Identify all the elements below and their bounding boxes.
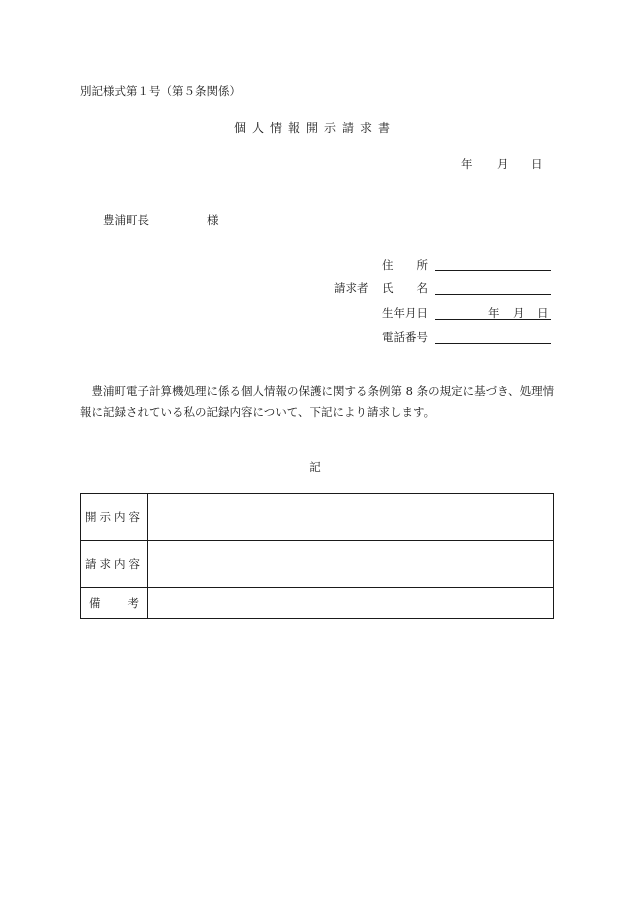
request-content-field[interactable] bbox=[148, 541, 554, 588]
name-field[interactable] bbox=[435, 294, 551, 295]
form-reference: 別記様式第１号（第５条関係） bbox=[80, 84, 241, 98]
date-month: 月 bbox=[497, 157, 509, 171]
name-label: 氏 名 bbox=[382, 281, 428, 295]
address-label: 住 所 bbox=[382, 258, 428, 272]
remarks-label bbox=[81, 588, 148, 619]
birth-day: 日 bbox=[537, 306, 549, 320]
disclosure-content-label: 開示内容 bbox=[81, 494, 148, 541]
table-row bbox=[81, 541, 554, 588]
phone-label: 電話番号 bbox=[382, 330, 428, 344]
birthdate-field[interactable] bbox=[435, 319, 551, 320]
birth-year: 年 bbox=[488, 306, 500, 320]
date-year: 年 bbox=[461, 157, 473, 171]
document-title: 個人情報開示請求書 bbox=[233, 121, 396, 135]
phone-field[interactable] bbox=[435, 343, 551, 344]
requester-label: 請求者 bbox=[334, 281, 369, 295]
address-field[interactable] bbox=[435, 270, 551, 271]
addressee-honorific: 様 bbox=[207, 213, 219, 227]
request-detail-table bbox=[80, 493, 554, 619]
remarks-label-a: 備 bbox=[89, 596, 101, 610]
remarks-field[interactable] bbox=[148, 588, 554, 619]
ki-heading: 記 bbox=[309, 460, 321, 474]
disclosure-content-field[interactable] bbox=[148, 494, 554, 541]
request-statement: 豊浦町電子計算機処理に係る個人情報の保護に関する条例第 8 条の規定に基づき、処理情報に記録されている私の記録内容について、下記により請求します。 bbox=[80, 384, 555, 419]
request-content-label: 請求内容 bbox=[81, 541, 148, 588]
birth-month: 月 bbox=[513, 306, 525, 320]
table-row bbox=[81, 588, 554, 619]
remarks-label-b: 考 bbox=[127, 596, 139, 610]
table-row bbox=[81, 494, 554, 541]
birthdate-label: 生年月日 bbox=[382, 306, 428, 320]
addressee-name: 豊浦町長 bbox=[103, 213, 149, 227]
date-day: 日 bbox=[531, 157, 543, 171]
